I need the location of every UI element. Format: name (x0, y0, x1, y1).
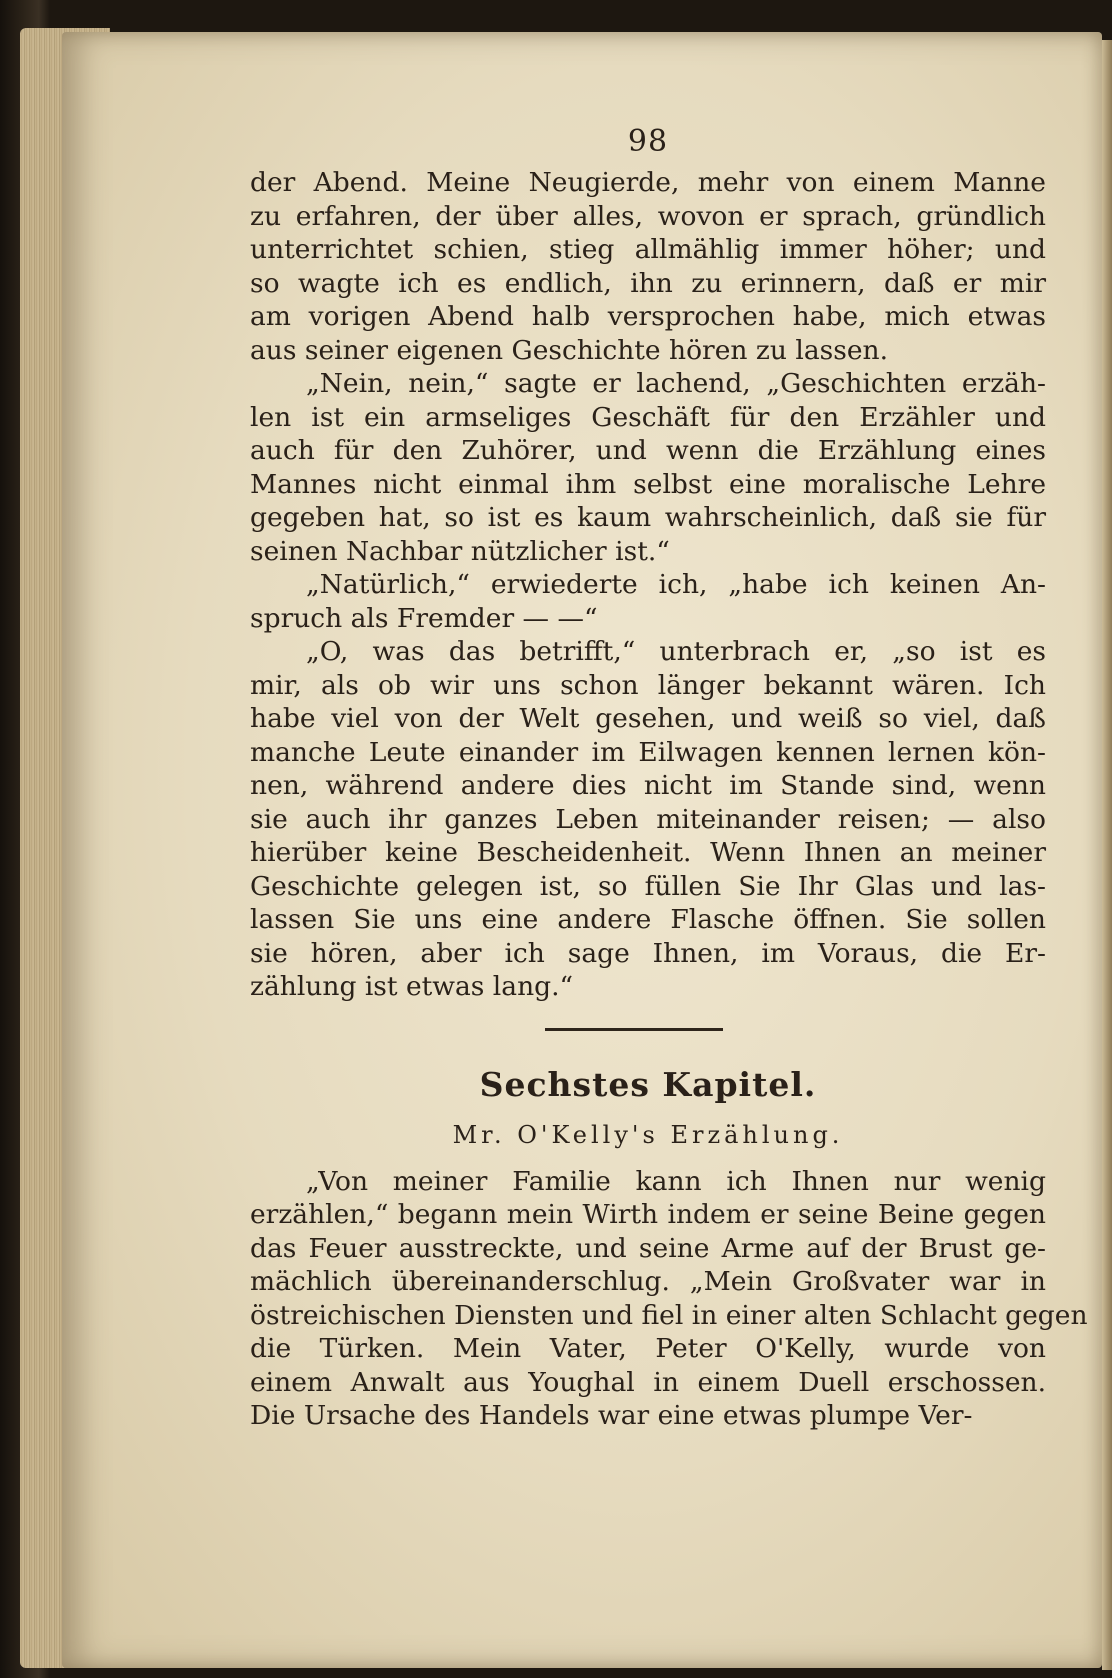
page-number: 98 (627, 124, 669, 159)
text-line: hierüber keine Bescheidenheit. Wenn Ihnen an meiner (250, 837, 1046, 868)
section-divider (545, 1028, 723, 1031)
text-line: am vorigen Abend halb versprochen habe, mich etwas (250, 301, 1046, 332)
text-line: lassen Sie uns eine andere Flasche öffnen. Sie sollen (250, 904, 1046, 935)
text-line: manche Leute einander im Eilwagen kennen lernen kön- (250, 736, 1046, 768)
text-line: spruch als Fremder — —“ (250, 602, 598, 634)
text-line: erzählen,“ begann mein Wirth indem er seine Beine gegen (250, 1199, 1046, 1230)
text-line: „Nein, nein,“ sagte er lachend, „Geschichten erzäh- (306, 368, 1046, 399)
text-line: Die Ursache des Handels war eine etwas plumpe Ver- (250, 1400, 973, 1431)
text-line: Mannes nicht einmal ihm selbst eine moralische Lehre (250, 468, 1046, 500)
text-line: „O, was das betrifft,“ unterbrach er, „so ist es (306, 636, 1046, 667)
text-line: östreichischen Diensten und fiel in einer alten Schlacht gegen (250, 1299, 1088, 1331)
text-line: habe viel von der Welt gesehen, und weiß so viel, daß (250, 703, 1046, 734)
text-line: sie auch ihr ganzes Leben miteinander reisen; — also (250, 803, 1046, 835)
page-right-edge (1102, 40, 1112, 1670)
text-line: Geschichte gelegen ist, so füllen Sie Ihr Glas und las- (250, 870, 1046, 902)
text-line: gegeben hat, so ist es kaum wahrscheinlich, daß sie für (250, 502, 1046, 533)
text-line: „Natürlich,“ erwiederte ich, „habe ich keinen An- (306, 569, 1046, 600)
text-line: zu erfahren, der über alles, wovon er sprach, gründlich (250, 200, 1046, 232)
text-line: seinen Nachbar nützlicher ist.“ (250, 535, 670, 567)
text-line: einem Anwalt aus Youghal in einem Duell erschossen. (250, 1366, 1046, 1398)
text-line: so wagte ich es endlich, ihn zu erinnern, daß er mir (250, 267, 1046, 299)
page-text (250, 118, 1088, 1433)
text-line: die Türken. Mein Vater, Peter O'Kelly, wurde von (250, 1333, 1046, 1364)
text-line: auch für den Zuhörer, und wenn die Erzählung eines (250, 435, 1046, 466)
text-line: zählung ist etwas lang.“ (250, 971, 574, 1002)
text-line: len ist ein armseliges Geschäft für den Erzähler und (250, 401, 1046, 433)
body-text-part-1 (250, 166, 1046, 1004)
text-line: das Feuer ausstreckte, und seine Arme auf der Brust ge- (250, 1232, 1046, 1264)
text-line: mir, als ob wir uns schon länger bekannt wären. Ich (250, 669, 1046, 701)
text-line: unterrichtet schien, stieg allmählig immer höher; und (250, 234, 1046, 265)
chapter-subtitle: Mr. O'Kelly's Erzählung. (452, 1120, 844, 1149)
text-line: „Von meiner Familie kann ich Ihnen nur wenig (306, 1165, 1046, 1197)
text-line: aus seiner eigenen Geschichte hören zu lassen. (250, 334, 888, 366)
body-text-part-2 (250, 1165, 1088, 1433)
text-line: der Abend. Meine Neugierde, mehr von einem Manne (250, 167, 1046, 198)
text-line: nen, während andere dies nicht im Stande sind, wenn (250, 770, 1046, 801)
text-line: sie hören, aber ich sage Ihnen, im Voraus, die Er- (250, 937, 1046, 969)
text-line: mächlich übereinanderschlug. „Mein Großvater war in (250, 1266, 1046, 1297)
chapter-title: Sechstes Kapitel. (479, 1064, 817, 1104)
